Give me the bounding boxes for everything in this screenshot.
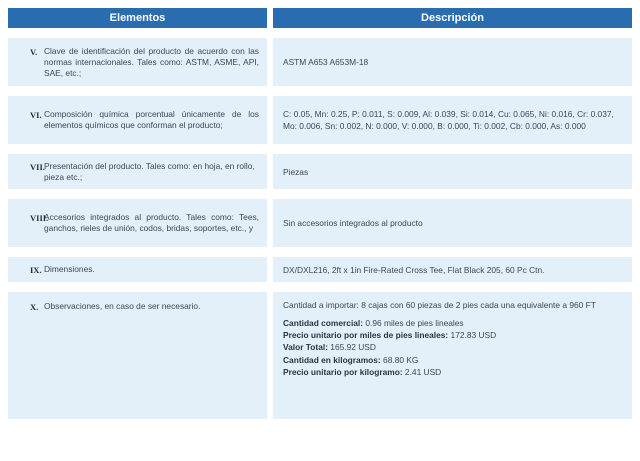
description-cell: [273, 292, 632, 419]
table-row: [8, 292, 632, 419]
element-text: Presentación del producto. Tales como: en hoja, en rollo, pieza etc.;: [44, 160, 255, 182]
element-text: Clave de identificación del producto de acuerdo con las normas internacionales. Tales como: ASTM, ASME, API, SAE, etc.;: [44, 45, 259, 78]
element-cell: [8, 199, 267, 247]
element-cell: [8, 154, 267, 189]
element-text: Accesorios integrados al producto. Tales como: Tees, ganchos, rieles de unión, codos, bridas, soportes, etc., y: [44, 212, 259, 233]
header-descripcion: Descripción: [273, 8, 632, 28]
detail-line: [283, 329, 622, 341]
description-text: C: 0.05, Mn: 0.25, P: 0.011, S: 0.009, Al: 0.039, Si: 0.014, Cu: 0.065, Ni: 0.016, Cr: 0.037, Mo: 0.006, Sn: 0.002, N: 0.000, V: 0.000, B: 0.000, Ti: 0.002, Cb: 0.000, As: 0.000: [283, 109, 614, 131]
description-text: Sin accesorios integrados al producto: [283, 218, 423, 228]
element-text: Composición química porcentual únicamente de los elementos químicos que conforman el producto;: [44, 109, 259, 130]
detail-line: [283, 317, 622, 329]
detail-value: 165.92 USD: [327, 342, 376, 353]
description-cell: [273, 38, 632, 86]
detail-label: Cantidad comercial:: [283, 318, 364, 328]
element-text: Dimensiones.: [44, 264, 95, 274]
description-text: ASTM A653 A653M-18: [283, 57, 369, 67]
element-cell: [8, 292, 267, 419]
detail-line: [283, 354, 622, 366]
specs-table: [8, 8, 632, 419]
detail-value: 2.41 USD: [402, 366, 442, 377]
table-row: [8, 257, 632, 282]
element-cell: [8, 96, 267, 144]
detail-label: Valor Total:: [283, 342, 328, 353]
detail-line: [283, 341, 622, 353]
table-row: [8, 199, 632, 247]
detail-line: [283, 366, 622, 378]
table-header: [8, 8, 632, 28]
row-number: VI.: [30, 110, 42, 120]
row-number: VIII.: [30, 213, 49, 223]
row-number: X.: [30, 302, 39, 312]
description-text: Piezas: [283, 166, 309, 177]
row-number: IX.: [30, 265, 42, 275]
detail-value: 172.83 USD: [448, 330, 497, 341]
row-number: VII.: [30, 161, 45, 172]
element-text: Observaciones, en caso de ser necesario.: [44, 301, 201, 311]
element-cell: [8, 257, 267, 282]
detail-label: Precio unitario por miles de pies lineales:: [283, 330, 449, 341]
detail-value: 68.80 KG: [380, 354, 419, 365]
element-cell: [8, 38, 267, 86]
detail-label: Precio unitario por kilogramo:: [283, 366, 403, 377]
table-row: [8, 154, 632, 189]
table-row: [8, 96, 632, 144]
row-number: V.: [30, 46, 38, 57]
description-cell: [273, 199, 632, 247]
table-row: [8, 38, 632, 86]
description-cell: [273, 257, 632, 282]
detail-label: Cantidad en kilogramos:: [283, 354, 381, 365]
description-cell: [273, 154, 632, 189]
description-text: Cantidad a importar: 8 cajas con 60 piezas de 2 pies cada una equivalente a 960 FT: [283, 300, 596, 310]
detail-value: 0.96 miles de pies lineales: [363, 318, 464, 328]
description-text: DX/DXL216, 2ft x 1in Fire-Rated Cross Tee, Flat Black 205, 60 Pc Ctn.: [283, 264, 545, 275]
header-elementos: Elementos: [8, 8, 267, 28]
description-cell: [273, 96, 632, 144]
